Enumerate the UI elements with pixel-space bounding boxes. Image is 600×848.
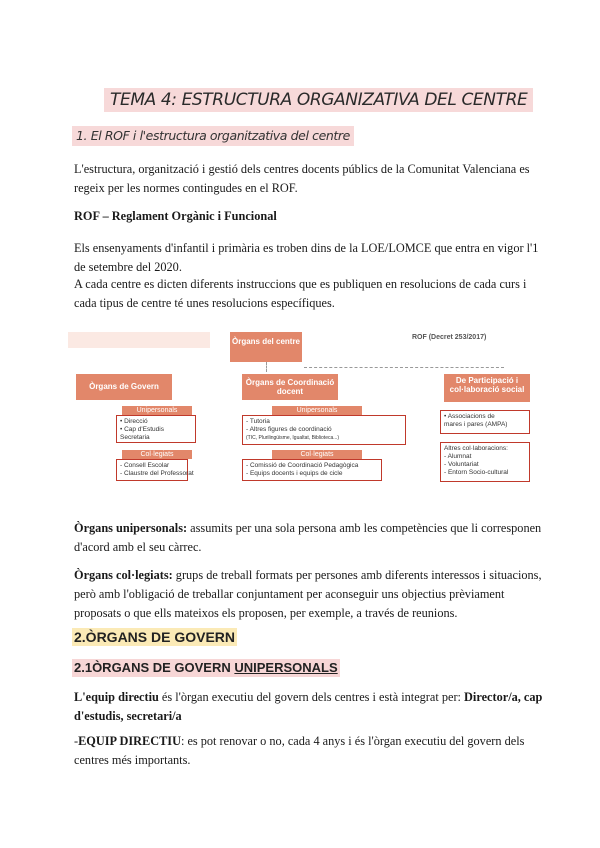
root-organs-box: Òrgans del centre xyxy=(230,332,302,362)
unipersonals-term: Òrgans unipersonals: xyxy=(74,521,188,535)
govern-unipersonal-item: • Cap d'Estudis xyxy=(120,426,164,433)
participacio-item: - Alumnat xyxy=(444,453,472,460)
equip-directiu-term: L'equip directiu xyxy=(74,690,159,704)
coordinacio-unipersonals-box xyxy=(242,415,406,445)
section-2-1-underlined: UNIPERSONALS xyxy=(234,660,338,675)
govern-box: Òrgans de Govern xyxy=(76,374,172,400)
equip-directiu-term-2: EQUIP DIRECTIU xyxy=(78,734,181,748)
participacio-box: De Participació i col·laboració social xyxy=(444,374,530,402)
participacio-item: - Voluntariat xyxy=(444,461,479,468)
intro-paragraph: L'estructura, organització i gestió dels centres docents públics de la Comunitat Valenciana es regeix per les normes contingudes en el ROF. xyxy=(74,162,530,195)
org-chart xyxy=(68,322,536,492)
collegiats-text: grups de treball formats per persones amb diferents interessos i situacions, però amb l'obligació de treballar conjuntament per aconseguir uns objectius prèviament proposats o que ells mateixos els proposen, per exemple, a través de reunions. xyxy=(74,568,542,620)
coordinacio-unipersonals-label: Unipersonals xyxy=(272,406,362,415)
participacio-other-box xyxy=(440,442,530,482)
page-title: TEMA 4: ESTRUCTURA ORGANIZATIVA DEL CENTRE xyxy=(104,88,533,112)
coordinacio-box: Òrgans de Coordinació docent xyxy=(242,374,338,400)
ensenyaments-paragraph: Els ensenyaments d'infantil i primària es troben dins de la LOE/LOMCE que entra en vigor l'1 de setembre del 2020. xyxy=(74,241,539,274)
equip-directiu-members: Director/a, cap d'estudis, secretari/a xyxy=(74,690,543,723)
collegiats-definition xyxy=(74,566,544,623)
participacio-item: • Associacions de xyxy=(444,413,495,420)
govern-unipersonals-box xyxy=(116,415,196,443)
govern-collegiats-label: Col·legiats xyxy=(122,450,192,459)
section-2-1-heading xyxy=(72,659,340,677)
collegiats-term: Òrgans col·legiats: xyxy=(74,568,173,582)
rof-label: ROF – Reglament Orgànic i Funcional xyxy=(74,209,277,223)
coordinacio-unipersonal-item: - Tutoria xyxy=(246,418,270,425)
diagram-decoration xyxy=(68,332,210,348)
govern-unipersonal-item: Secretaria xyxy=(120,434,150,441)
section-2-1-prefix: 2.1ÒRGANS DE GOVERN xyxy=(74,660,235,675)
coordinacio-collegiats-box xyxy=(242,459,382,481)
govern-collegiat-item: - Claustre del Professorat xyxy=(120,470,194,477)
coordinacio-unipersonal-item: - Altres figures de coordinació xyxy=(246,426,332,433)
equip-directiu-renewal-text: : es pot renovar o no, cada 4 anys i és l'òrgan executiu del govern dels centres més importants. xyxy=(74,734,525,767)
govern-unipersonal-item: • Direcció xyxy=(120,418,148,425)
participacio-item: Altres col·laboracions: xyxy=(444,445,508,452)
equip-directiu-text: és l'òrgan executiu del govern dels centres i està integrat per: xyxy=(158,690,465,704)
govern-collegiat-item: - Consell Escolar xyxy=(120,462,170,469)
coordinacio-collegiats-label: Col·legiats xyxy=(272,450,362,459)
participacio-item: - Entorn Socio-cultural xyxy=(444,469,509,476)
decree-label: ROF (Decret 253/2017) xyxy=(412,334,487,341)
section-2-heading: 2.ÒRGANS DE GOVERN xyxy=(74,629,236,645)
coordinacio-collegiat-item: - Comissió de Coordinació Pedagògica xyxy=(246,462,359,469)
participacio-item: mares i pares (AMPA) xyxy=(444,421,508,428)
govern-unipersonals-label: Unipersonals xyxy=(122,406,192,415)
equip-directiu-paragraph xyxy=(74,688,544,726)
section-1-heading: 1. El ROF i l'estructura organitzativa del centre xyxy=(72,126,354,146)
equip-directiu-renewal xyxy=(74,732,544,770)
coordinacio-unipersonal-note: (TIC, Plurilingüisme, Igualtat, Biblioteca...) xyxy=(246,435,340,441)
unipersonals-definition xyxy=(74,519,544,557)
diagram-connector-vertical xyxy=(266,362,267,372)
govern-collegiats-box xyxy=(116,459,194,481)
instruccions-paragraph: A cada centre es dicten diferents instruccions que es publiquen en resolucions de cada curs i cada tipus de centre té unes resolucions específiques. xyxy=(74,277,527,310)
diagram-connector xyxy=(304,367,504,368)
coordinacio-collegiat-item: - Equips docents i equips de cicle xyxy=(246,470,343,477)
unipersonals-text: assumits per una sola persona amb les competències que li corresponen d'acord amb el seu càrrec. xyxy=(74,521,542,554)
participacio-ampa-box xyxy=(440,410,530,434)
equip-directiu-dash: - xyxy=(74,734,79,748)
